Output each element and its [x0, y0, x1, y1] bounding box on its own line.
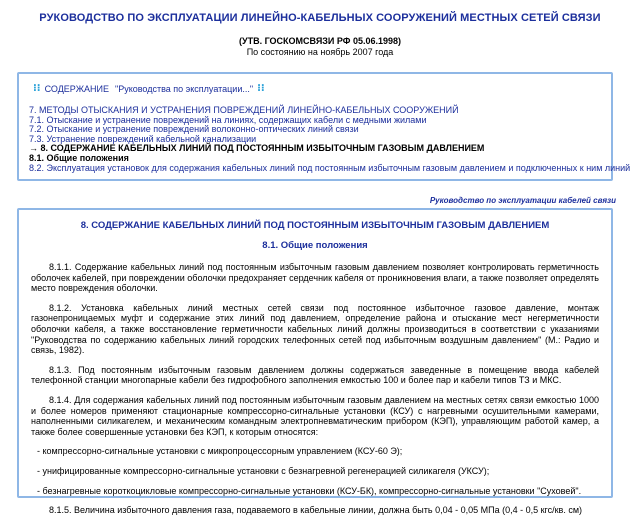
subsection-title: 8.1. Общие положения: [262, 240, 368, 251]
section-title: 8. СОДЕРЖАНИЕ КАБЕЛЬНЫХ ЛИНИЙ ПОД ПОСТОЯННЫМ ИЗБЫТОЧНЫМ ГАЗОВЫМ ДАВЛЕНИЕМ: [80, 220, 550, 231]
paragraph: 8.1.3. Под постоянным избыточным газовым давлением должны содержаться заведенные в помещение ввода кабелей телефонной станции многопарные кабели без гидрофобного заполнения емкостью 100 и более пар и кабели типов ТЗ и МКС.: [31, 364, 599, 386]
list-item: - безнагревные короткоцикловые компрессорно-сигнальные установки (КСУ-БК), компрессорно-сигнальные установки "Суховей".: [37, 485, 582, 496]
content-body: [31, 262, 599, 525]
content-panel: [17, 208, 613, 516]
bullet-x-icon: ⁝⁝: [33, 83, 41, 94]
paragraph: 8.1.5. Величина избыточного давления газа, подаваемого в кабельные линии, должна быть 0,04 - 0,05 МПа (0,4 - 0,5 кгс/кв. см): [49, 505, 583, 516]
bullet-x-icon: ⁝⁝: [257, 83, 265, 94]
approval-note: (УТВ. ГОСКОМСВЯЗИ РФ 05.06.1998): [238, 36, 402, 46]
toc-item-8-current: → 8. СОДЕРЖАНИЕ КАБЕЛЬНЫХ ЛИНИЙ ПОД ПОСТОЯННЫМ ИЗБЫТОЧНЫМ ГАЗОВЫМ ДАВЛЕНИЕМ: [29, 143, 485, 154]
as-of-date: По состоянию на ноябрь 2007 года: [246, 47, 394, 57]
toc-panel: [17, 72, 631, 181]
toc-header: [29, 83, 269, 94]
toc-contents-link[interactable]: СОДЕРЖАНИЕ: [44, 83, 109, 94]
toc-item-7-1[interactable]: 7.1. Отыскание и устранение повреждений на линиях, содержащих кабели с медными жилами: [29, 114, 427, 125]
list-item: - унифицированные компрессорно-сигнальные установки с безнагревной регенерацией силикагеля (УКСУ);: [37, 465, 490, 476]
toc-list: [29, 106, 630, 173]
paragraph: 8.1.4. Для содержания кабельных линий под постоянным избыточным газовым давлением на местных сетях связи емкостью 1000 и более номеров применяют стационарные компрессорно-сигнальные установки (КСУ) с нагревными осушительными камерами, наполненными силикагелем, и механическим командным электропневматическим прибором (КЭП), управляющим работой камер, а также более совершенные установки без КЭП, к которым относятся:: [31, 394, 599, 437]
toc-item-8-2[interactable]: 8.2. Эксплуатация установок для содержания кабельных линий под постоянным избыточным газовым давлением и подключенных к ним линий: [29, 162, 631, 173]
toc-item-7-3[interactable]: 7.3. Устранение повреждений кабельной канализации: [29, 133, 257, 144]
toc-item-8-1-current: 8.1. Общие положения: [29, 152, 129, 163]
guide-link[interactable]: Руководство по эксплуатации кабелей связи: [429, 196, 616, 205]
list-item: - компрессорно-сигнальные установки с микропроцессорным управлением (КСУ-60 Э);: [37, 446, 403, 457]
document-title: РУКОВОДСТВО ПО ЭКСПЛУАТАЦИИ ЛИНЕЙНО-КАБЕЛЬНЫХ СООРУЖЕНИЙ МЕСТНЫХ СЕТЕЙ СВЯЗИ: [39, 12, 601, 24]
toc-item-7-2[interactable]: 7.2. Отыскание и устранение повреждений волоконно-оптических линий связи: [29, 124, 359, 135]
toc-item-7[interactable]: 7. МЕТОДЫ ОТЫСКАНИЯ И УСТРАНЕНИЯ ПОВРЕЖДЕНИЙ ЛИНЕЙНО-КАБЕЛЬНЫХ СООРУЖЕНИЙ: [29, 105, 459, 115]
paragraph: 8.1.1. Содержание кабельных линий под постоянным избыточным газовым давлением позволяет контролировать герметичность оболочек кабелей, при повреждении оболочки предохраняет сердечник кабеля от проникновения влаги, а также позволяет определять место повреждения оболочки.: [31, 262, 599, 294]
paragraph: 8.1.2. Установка кабельных линий местных сетей связи под постоянное избыточное газовое давление, монтаж газонепроницаемых муфт и содержание этих линий под давлением, определение района и отыскание мест негерметичности оболочки кабеля, а также восстановление герметичности кабельных линий должны производиться в соответствии с указаниями "Руководства по содержанию кабельных линий городских телефонных сетей под избыточным воздушным давлением" (М.: Радио и связь, 1982).: [31, 302, 599, 356]
toc-guide-link[interactable]: "Руководства по эксплуатации...": [115, 83, 254, 94]
